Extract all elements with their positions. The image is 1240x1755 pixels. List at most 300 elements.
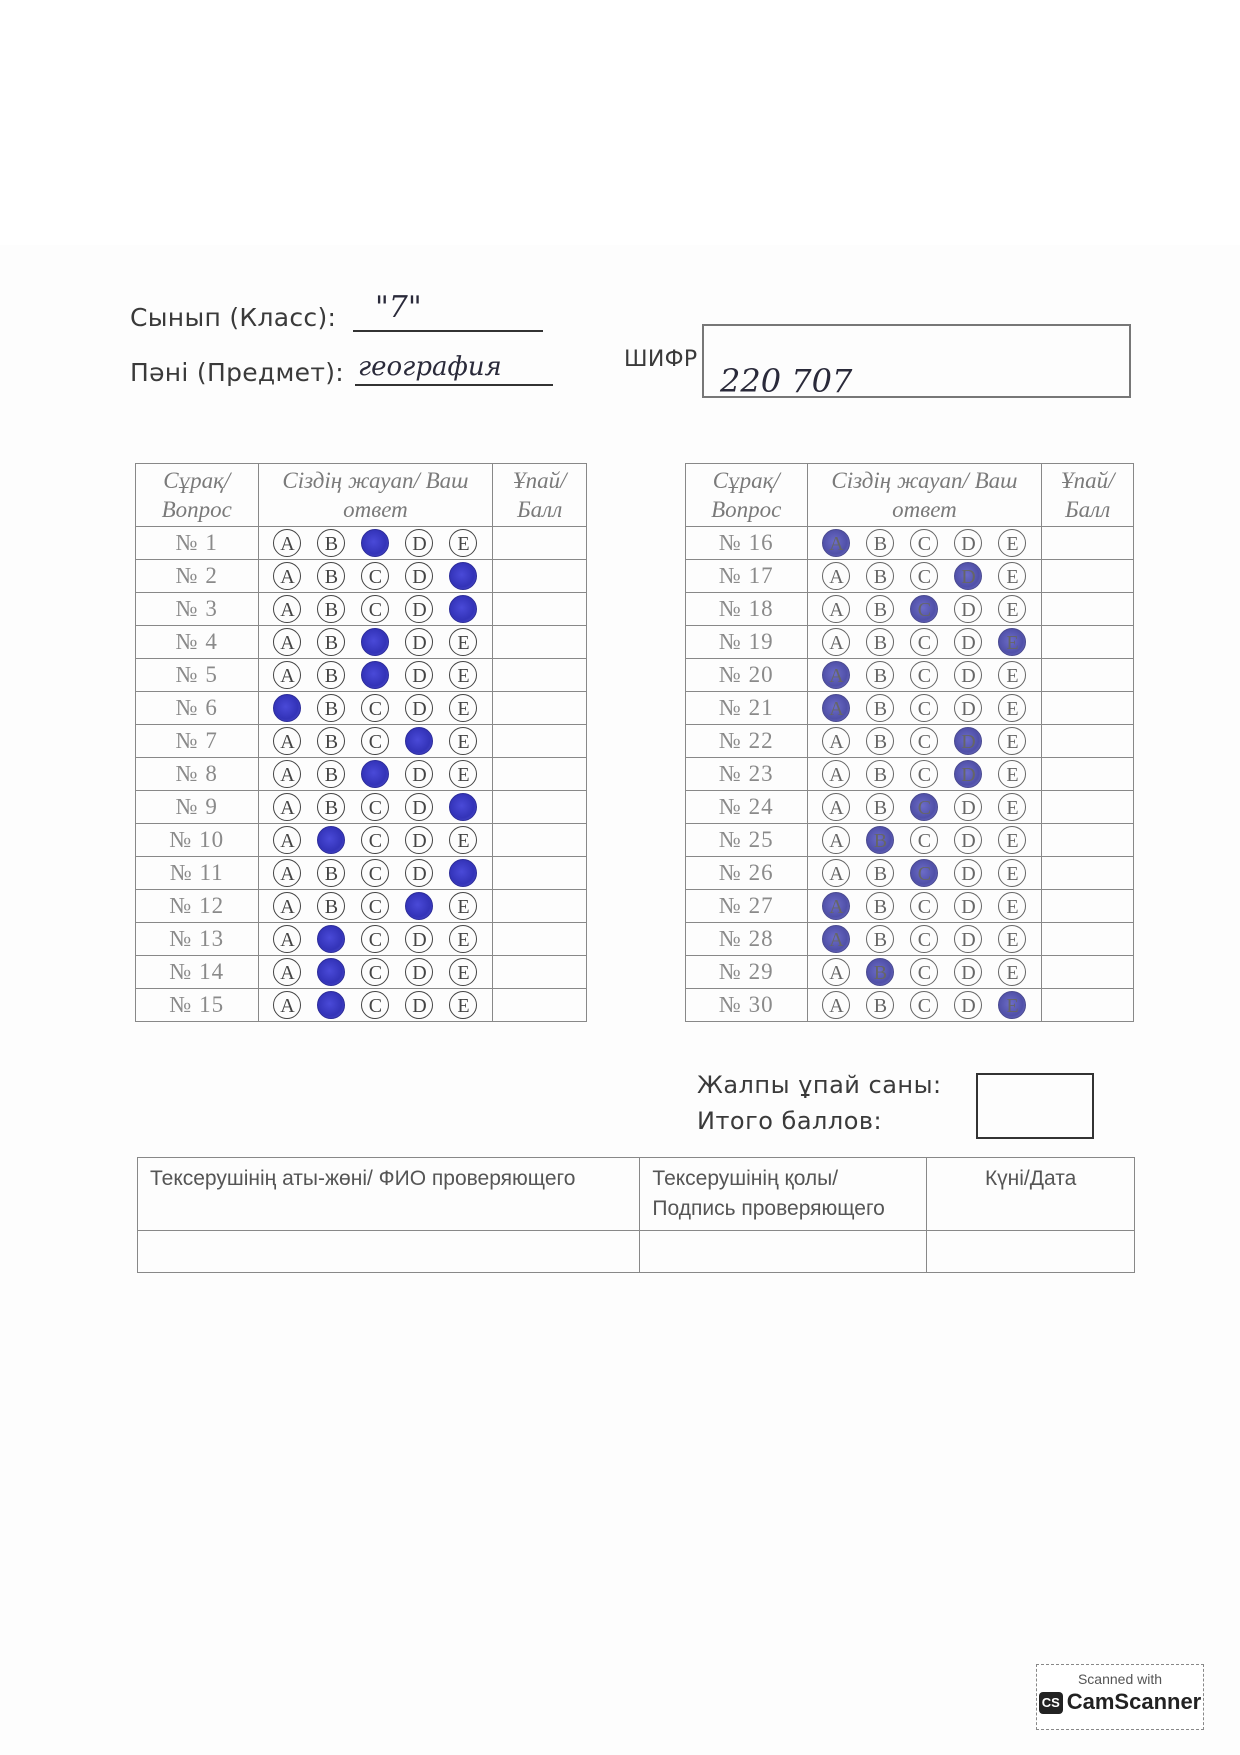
answer-options — [807, 890, 1042, 923]
score-cell[interactable] — [1042, 758, 1134, 791]
option-bubble-c[interactable]: C — [361, 892, 389, 920]
answer-row — [686, 626, 1134, 659]
option-bubble-b[interactable]: B — [317, 529, 345, 557]
option-bubble-e[interactable]: E — [449, 727, 477, 755]
option-bubble-a[interactable]: A — [822, 991, 850, 1019]
option-bubble-d[interactable]: D — [405, 760, 433, 788]
answer-row — [136, 956, 587, 989]
option-bubble-a[interactable]: A — [822, 859, 850, 887]
option-bubble-d[interactable]: D — [954, 958, 982, 986]
option-bubble-a[interactable]: A — [822, 958, 850, 986]
option-bubble-a[interactable]: A — [273, 628, 301, 656]
question-number: № 22 — [686, 725, 808, 758]
option-bubble-e[interactable] — [449, 595, 477, 623]
header-question: Сұрақ/ Вопрос — [136, 464, 259, 527]
answer-options — [807, 692, 1042, 725]
option-bubble-c[interactable]: C — [910, 991, 938, 1019]
option-bubble-b[interactable]: B — [866, 694, 894, 722]
option-bubble-b[interactable]: B — [317, 628, 345, 656]
answer-options — [258, 692, 493, 725]
option-bubble-b[interactable]: B — [866, 661, 894, 689]
option-bubble-e[interactable]: E — [449, 661, 477, 689]
option-bubble-c[interactable]: C — [910, 562, 938, 590]
option-bubble-c[interactable]: C — [910, 958, 938, 986]
option-bubble-b[interactable]: B — [866, 727, 894, 755]
question-number: № 2 — [136, 560, 259, 593]
score-cell[interactable] — [1042, 824, 1134, 857]
checker-name-cell[interactable] — [138, 1231, 640, 1273]
answer-options — [258, 857, 493, 890]
date-header: Күні/Дата — [927, 1158, 1135, 1231]
option-bubble-e[interactable]: E — [998, 694, 1026, 722]
option-bubble-b[interactable] — [317, 958, 345, 986]
score-cell[interactable] — [493, 758, 587, 791]
option-bubble-e[interactable]: E — [998, 892, 1026, 920]
signature-table — [137, 1157, 1135, 1273]
option-bubble-b[interactable]: B — [866, 562, 894, 590]
option-bubble-b[interactable]: B — [866, 958, 894, 986]
option-bubble-b[interactable]: B — [317, 892, 345, 920]
option-bubble-a[interactable]: A — [273, 595, 301, 623]
answer-options — [258, 560, 493, 593]
option-bubble-a[interactable]: A — [822, 595, 850, 623]
option-bubble-b[interactable]: B — [866, 628, 894, 656]
score-cell[interactable] — [493, 989, 587, 1022]
option-bubble-a[interactable]: A — [273, 892, 301, 920]
option-bubble-d[interactable]: D — [405, 793, 433, 821]
answer-options — [258, 758, 493, 791]
score-cell[interactable] — [493, 824, 587, 857]
option-bubble-c[interactable]: C — [361, 859, 389, 887]
answer-options — [258, 626, 493, 659]
option-bubble-e[interactable]: E — [998, 991, 1026, 1019]
option-bubble-e[interactable]: E — [998, 595, 1026, 623]
option-bubble-a[interactable]: A — [273, 859, 301, 887]
answer-options — [258, 527, 493, 560]
option-bubble-d[interactable]: D — [954, 760, 982, 788]
option-bubble-b[interactable]: B — [317, 595, 345, 623]
option-bubble-d[interactable]: D — [405, 628, 433, 656]
answer-options — [258, 725, 493, 758]
option-bubble-e[interactable]: E — [998, 958, 1026, 986]
answer-options — [807, 725, 1042, 758]
question-number: № 1 — [136, 527, 259, 560]
option-bubble-c[interactable]: C — [361, 958, 389, 986]
question-number: № 14 — [136, 956, 259, 989]
option-bubble-e[interactable]: E — [998, 760, 1026, 788]
option-bubble-a[interactable]: A — [273, 661, 301, 689]
option-bubble-c[interactable] — [361, 760, 389, 788]
option-bubble-a[interactable]: A — [273, 529, 301, 557]
option-bubble-d[interactable]: D — [405, 958, 433, 986]
option-bubble-d[interactable]: D — [405, 826, 433, 854]
option-bubble-e[interactable]: E — [998, 859, 1026, 887]
option-bubble-a[interactable]: A — [822, 826, 850, 854]
answer-row — [686, 527, 1134, 560]
option-bubble-a[interactable]: A — [822, 793, 850, 821]
answer-options — [807, 923, 1042, 956]
option-bubble-d[interactable]: D — [954, 991, 982, 1019]
question-number: № 7 — [136, 725, 259, 758]
score-cell[interactable] — [1042, 989, 1134, 1022]
answer-row — [686, 758, 1134, 791]
option-bubble-c[interactable]: C — [910, 661, 938, 689]
option-bubble-d[interactable]: D — [954, 925, 982, 953]
option-bubble-b[interactable]: B — [866, 529, 894, 557]
score-cell[interactable] — [1042, 593, 1134, 626]
option-bubble-c[interactable]: C — [910, 727, 938, 755]
answer-options — [807, 857, 1042, 890]
option-bubble-c[interactable]: C — [910, 760, 938, 788]
option-bubble-c[interactable]: C — [910, 694, 938, 722]
option-bubble-e[interactable]: E — [998, 661, 1026, 689]
header-answer: Сіздің жауап/ Ваш ответ — [807, 464, 1042, 527]
score-cell[interactable] — [493, 890, 587, 923]
option-bubble-c[interactable]: C — [361, 595, 389, 623]
question-number: № 16 — [686, 527, 808, 560]
watermark-brand: CamScanner — [1066, 1689, 1202, 1714]
option-bubble-c[interactable]: C — [910, 892, 938, 920]
option-bubble-e[interactable]: E — [449, 958, 477, 986]
score-cell[interactable] — [1042, 659, 1134, 692]
option-bubble-e[interactable]: E — [449, 925, 477, 953]
answer-options — [258, 989, 493, 1022]
option-bubble-e[interactable]: E — [449, 760, 477, 788]
header-score: Ұпай/ Балл — [493, 464, 587, 527]
answer-options — [807, 956, 1042, 989]
option-bubble-e[interactable]: E — [998, 529, 1026, 557]
question-number: № 20 — [686, 659, 808, 692]
score-cell[interactable] — [493, 659, 587, 692]
option-bubble-c[interactable]: C — [361, 694, 389, 722]
option-bubble-e[interactable] — [449, 562, 477, 590]
option-bubble-a[interactable]: A — [822, 628, 850, 656]
answer-options — [258, 593, 493, 626]
answer-options — [807, 791, 1042, 824]
option-bubble-a[interactable]: A — [273, 727, 301, 755]
header-question: Сұрақ/ Вопрос — [686, 464, 808, 527]
option-bubble-e[interactable]: E — [449, 529, 477, 557]
question-number: № 3 — [136, 593, 259, 626]
option-bubble-d[interactable]: D — [954, 694, 982, 722]
option-bubble-d[interactable]: D — [954, 661, 982, 689]
option-bubble-b[interactable]: B — [317, 760, 345, 788]
score-cell[interactable] — [493, 626, 587, 659]
header-answer: Сіздің жауап/ Ваш ответ — [258, 464, 493, 527]
option-bubble-b[interactable]: B — [866, 991, 894, 1019]
option-bubble-a[interactable]: A — [273, 793, 301, 821]
answer-options — [258, 824, 493, 857]
total-label-ru: Итого баллов: — [697, 1107, 883, 1135]
answer-table-right — [685, 463, 1134, 1022]
answer-row — [136, 923, 587, 956]
answer-row — [686, 560, 1134, 593]
score-cell[interactable] — [493, 791, 587, 824]
score-cell[interactable] — [1042, 626, 1134, 659]
option-bubble-d[interactable]: D — [405, 529, 433, 557]
checker-sign-cell[interactable] — [640, 1231, 927, 1273]
answer-row — [136, 725, 587, 758]
option-bubble-b[interactable]: B — [317, 727, 345, 755]
answer-options — [258, 890, 493, 923]
question-number: № 10 — [136, 824, 259, 857]
question-number: № 13 — [136, 923, 259, 956]
option-bubble-b[interactable]: B — [866, 925, 894, 953]
option-bubble-d[interactable]: D — [405, 694, 433, 722]
option-bubble-c[interactable]: C — [910, 925, 938, 953]
option-bubble-a[interactable] — [273, 694, 301, 722]
question-number: № 28 — [686, 923, 808, 956]
date-cell[interactable] — [927, 1231, 1135, 1273]
option-bubble-d[interactable]: D — [954, 562, 982, 590]
option-bubble-c[interactable] — [361, 628, 389, 656]
option-bubble-d[interactable]: D — [954, 793, 982, 821]
option-bubble-a[interactable]: A — [822, 529, 850, 557]
question-number: № 8 — [136, 758, 259, 791]
subject-label: Пәні (Предмет): — [130, 358, 344, 387]
option-bubble-b[interactable]: B — [866, 892, 894, 920]
answer-row — [686, 593, 1134, 626]
option-bubble-e[interactable]: E — [449, 991, 477, 1019]
option-bubble-d[interactable]: D — [954, 892, 982, 920]
option-bubble-e[interactable]: E — [998, 925, 1026, 953]
question-number: № 27 — [686, 890, 808, 923]
answer-row — [136, 758, 587, 791]
question-number: № 4 — [136, 626, 259, 659]
question-number: № 17 — [686, 560, 808, 593]
option-bubble-b[interactable]: B — [866, 826, 894, 854]
answer-row — [686, 692, 1134, 725]
option-bubble-d[interactable]: D — [405, 925, 433, 953]
answer-options — [258, 923, 493, 956]
option-bubble-b[interactable]: B — [317, 661, 345, 689]
option-bubble-c[interactable]: C — [361, 727, 389, 755]
option-bubble-c[interactable] — [361, 529, 389, 557]
option-bubble-d[interactable] — [405, 727, 433, 755]
score-cell[interactable] — [493, 725, 587, 758]
option-bubble-c[interactable]: C — [910, 595, 938, 623]
option-bubble-b[interactable]: B — [317, 562, 345, 590]
option-bubble-c[interactable]: C — [361, 826, 389, 854]
answer-options — [807, 527, 1042, 560]
answer-row — [686, 890, 1134, 923]
answer-row — [686, 857, 1134, 890]
question-number: № 6 — [136, 692, 259, 725]
option-bubble-d[interactable]: D — [405, 859, 433, 887]
answer-row — [136, 659, 587, 692]
option-bubble-c[interactable]: C — [361, 991, 389, 1019]
code-value: 220 707 — [720, 362, 853, 400]
score-cell[interactable] — [493, 692, 587, 725]
answer-options — [258, 791, 493, 824]
answer-options — [807, 626, 1042, 659]
option-bubble-e[interactable] — [449, 859, 477, 887]
option-bubble-b[interactable]: B — [317, 793, 345, 821]
answer-row — [136, 824, 587, 857]
answer-options — [807, 560, 1042, 593]
option-bubble-e[interactable]: E — [998, 793, 1026, 821]
option-bubble-d[interactable]: D — [954, 529, 982, 557]
option-bubble-e[interactable]: E — [998, 628, 1026, 656]
score-cell[interactable] — [1042, 527, 1134, 560]
option-bubble-d[interactable] — [405, 892, 433, 920]
question-number: № 23 — [686, 758, 808, 791]
subject-underline — [355, 384, 553, 386]
answer-row — [136, 857, 587, 890]
option-bubble-a[interactable]: A — [822, 925, 850, 953]
answer-row — [136, 527, 587, 560]
score-cell[interactable] — [1042, 791, 1134, 824]
class-value: "7" — [375, 290, 422, 325]
option-bubble-d[interactable]: D — [405, 562, 433, 590]
option-bubble-d[interactable]: D — [954, 826, 982, 854]
option-bubble-b[interactable] — [317, 925, 345, 953]
answer-options — [807, 659, 1042, 692]
answer-table-left — [135, 463, 587, 1022]
class-label: Сынып (Класс): — [130, 303, 337, 332]
answer-row — [136, 890, 587, 923]
option-bubble-a[interactable]: A — [273, 925, 301, 953]
option-bubble-c[interactable]: C — [910, 793, 938, 821]
option-bubble-e[interactable]: E — [998, 562, 1026, 590]
score-cell[interactable] — [1042, 692, 1134, 725]
option-bubble-c[interactable] — [361, 661, 389, 689]
subject-value: география — [358, 352, 502, 382]
option-bubble-b[interactable]: B — [866, 859, 894, 887]
option-bubble-a[interactable]: A — [822, 661, 850, 689]
answer-row — [686, 659, 1134, 692]
checker-sign-header: Тексерушінің қолы/ Подпись проверяющего — [640, 1158, 927, 1231]
option-bubble-b[interactable]: B — [866, 760, 894, 788]
option-bubble-c[interactable]: C — [910, 826, 938, 854]
question-number: № 9 — [136, 791, 259, 824]
camscanner-watermark — [1036, 1664, 1204, 1730]
option-bubble-e[interactable]: E — [449, 826, 477, 854]
option-bubble-b[interactable] — [317, 826, 345, 854]
question-number: № 12 — [136, 890, 259, 923]
camscanner-logo-icon: CS — [1039, 1692, 1063, 1714]
score-cell[interactable] — [493, 923, 587, 956]
code-label: ШИФР — [624, 347, 698, 372]
answer-options — [807, 824, 1042, 857]
option-bubble-a[interactable]: A — [273, 760, 301, 788]
option-bubble-a[interactable]: A — [273, 991, 301, 1019]
answer-row — [686, 791, 1134, 824]
answer-options — [807, 758, 1042, 791]
watermark-small-text: Scanned with — [1077, 1671, 1163, 1687]
score-cell[interactable] — [1042, 560, 1134, 593]
answer-row — [686, 824, 1134, 857]
option-bubble-c[interactable]: C — [910, 529, 938, 557]
option-bubble-d[interactable]: D — [954, 859, 982, 887]
option-bubble-c[interactable]: C — [910, 859, 938, 887]
score-cell[interactable] — [493, 593, 587, 626]
option-bubble-a[interactable]: A — [273, 562, 301, 590]
option-bubble-e[interactable]: E — [449, 694, 477, 722]
option-bubble-c[interactable]: C — [361, 925, 389, 953]
header-score: Ұпай/ Балл — [1042, 464, 1134, 527]
option-bubble-d[interactable]: D — [954, 628, 982, 656]
answer-options — [807, 989, 1042, 1022]
checker-name-header: Тексерушінің аты-жөні/ ФИО проверяющего — [138, 1158, 640, 1231]
option-bubble-c[interactable]: C — [361, 562, 389, 590]
option-bubble-b[interactable]: B — [317, 859, 345, 887]
answer-row — [686, 725, 1134, 758]
answer-row — [686, 989, 1134, 1022]
question-number: № 5 — [136, 659, 259, 692]
answer-row — [136, 989, 587, 1022]
question-number: № 26 — [686, 857, 808, 890]
score-cell[interactable] — [1042, 890, 1134, 923]
question-number: № 21 — [686, 692, 808, 725]
answer-options — [807, 593, 1042, 626]
option-bubble-e[interactable]: E — [449, 892, 477, 920]
option-bubble-c[interactable]: C — [361, 793, 389, 821]
option-bubble-a[interactable]: A — [273, 958, 301, 986]
option-bubble-b[interactable]: B — [866, 595, 894, 623]
answer-row — [686, 956, 1134, 989]
question-number: № 18 — [686, 593, 808, 626]
question-number: № 24 — [686, 791, 808, 824]
option-bubble-d[interactable]: D — [405, 991, 433, 1019]
score-cell[interactable] — [493, 527, 587, 560]
class-underline — [353, 330, 543, 332]
score-cell[interactable] — [1042, 857, 1134, 890]
option-bubble-c[interactable]: C — [910, 628, 938, 656]
option-bubble-a[interactable]: A — [822, 760, 850, 788]
score-cell[interactable] — [493, 560, 587, 593]
option-bubble-a[interactable]: A — [822, 562, 850, 590]
option-bubble-e[interactable]: E — [998, 826, 1026, 854]
option-bubble-d[interactable]: D — [954, 595, 982, 623]
option-bubble-e[interactable]: E — [998, 727, 1026, 755]
total-score-box[interactable] — [976, 1073, 1094, 1139]
answer-row — [136, 560, 587, 593]
option-bubble-a[interactable]: A — [822, 727, 850, 755]
score-cell[interactable] — [493, 956, 587, 989]
option-bubble-a[interactable]: A — [822, 694, 850, 722]
question-number: № 30 — [686, 989, 808, 1022]
answer-row — [136, 692, 587, 725]
answer-options — [258, 956, 493, 989]
option-bubble-a[interactable]: A — [822, 892, 850, 920]
option-bubble-b[interactable]: B — [866, 793, 894, 821]
question-number: № 15 — [136, 989, 259, 1022]
answer-row — [136, 791, 587, 824]
option-bubble-e[interactable] — [449, 793, 477, 821]
option-bubble-b[interactable] — [317, 991, 345, 1019]
score-cell[interactable] — [1042, 956, 1134, 989]
option-bubble-e[interactable]: E — [449, 628, 477, 656]
question-number: № 29 — [686, 956, 808, 989]
option-bubble-d[interactable]: D — [405, 661, 433, 689]
option-bubble-d[interactable]: D — [954, 727, 982, 755]
total-label-kz: Жалпы ұпай саны: — [697, 1071, 942, 1099]
answer-options — [258, 659, 493, 692]
option-bubble-b[interactable]: B — [317, 694, 345, 722]
answer-row — [136, 593, 587, 626]
question-number: № 25 — [686, 824, 808, 857]
question-number: № 11 — [136, 857, 259, 890]
answer-row — [136, 626, 587, 659]
score-cell[interactable] — [493, 857, 587, 890]
score-cell[interactable] — [1042, 923, 1134, 956]
option-bubble-a[interactable]: A — [273, 826, 301, 854]
question-number: № 19 — [686, 626, 808, 659]
answer-row — [686, 923, 1134, 956]
score-cell[interactable] — [1042, 725, 1134, 758]
option-bubble-d[interactable]: D — [405, 595, 433, 623]
